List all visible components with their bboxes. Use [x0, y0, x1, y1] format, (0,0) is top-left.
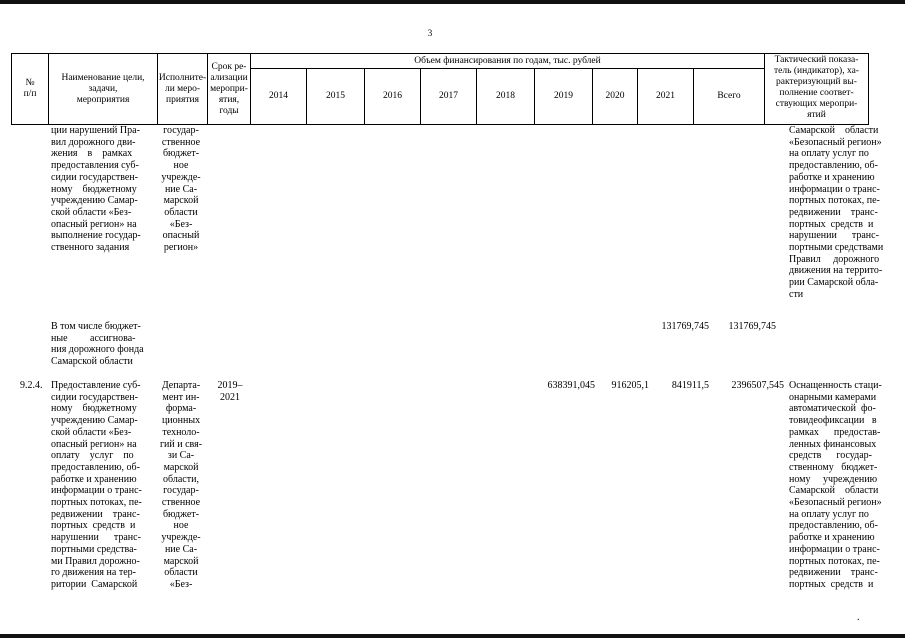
- road-fund-total-value: 131769,745: [728, 321, 776, 332]
- header-indicator: Тактический показа- тель (индикатор), ха- рактеризующий вы- полнение соответ- ствующих меропри- ятий: [765, 54, 869, 125]
- header-year-2021: 2021: [638, 69, 694, 125]
- header-num: № п/п: [12, 54, 49, 125]
- cont-indicator-cell: Самарской области «Безопасный регион» на оплату услуг по предоставлению, об- работке и хранению информации о транс- портных потоках, пе- редвижении транс- портных средств и нарушении транс- портными средствами Правил дорожного движения на террито- рии Самарской обла- сти: [789, 125, 884, 300]
- header-total: Всего: [694, 69, 765, 125]
- header-year-2017: 2017: [421, 69, 477, 125]
- header-year-2014: 2014: [251, 69, 307, 125]
- header-year-2016: 2016: [365, 69, 421, 125]
- row-924-term-cell: 2019– 2021: [217, 380, 243, 403]
- row-924-name-cell: Предоставление суб- сидии государствен- ному бюджетному учреждению Самар- ской области «Без- опасный регион» на оплату услуг по предоставлению, об- работке и хранению информации о транс- портных потоках, пе- редвижении транс- портных средств и нарушении транс- портными средства- ми Правил дорожно- го движения на тер- ритории Самарской: [51, 380, 142, 590]
- row-924-indicator-cell: Оснащенность стаци- онарными камерами автоматической фо- товидеофиксации в рамках предостав- ленных финансовых средств государ- ственному бюджет- ному учреждению Самарской области «Безопасный регион» на оплату услуг по предоставлению, об- работке и хранению информации о транс- портных потоках, пе- редвижении транс- портных средств и: [789, 380, 882, 590]
- row-924-2021-value: 841911,5: [671, 380, 709, 391]
- table-header: [11, 53, 869, 125]
- page-number: 3: [427, 28, 433, 38]
- header-year-2019: 2019: [535, 69, 593, 125]
- header-term: Срок ре- ализации меропри- ятия, годы: [208, 54, 251, 125]
- header-year-2018: 2018: [477, 69, 535, 125]
- bottom-border-rule: [0, 634, 905, 638]
- header-funding-title: Объем финансирования по годам, тыс. рублей: [251, 54, 765, 69]
- header-executor: Исполните- ли меро- приятия: [158, 54, 208, 125]
- cont-executor-cell: государ- ственное бюджет- ное учрежде- ние Са- марской области «Без- опасный регион»: [161, 125, 201, 254]
- header-name: Наименование цели, задачи, мероприятия: [49, 54, 158, 125]
- row-924-total-value: 2396507,545: [731, 380, 784, 391]
- header-year-2015: 2015: [307, 69, 365, 125]
- row-number: 9.2.4.: [20, 380, 43, 391]
- footer-mark: .: [857, 612, 860, 623]
- row-924-executor-cell: Департа- мент ин- форма- ционных техноло- гий и свя- зи Са- марской области, государ- ственное бюджет- ное учрежде- ние Са- марской области «Без-: [159, 380, 203, 590]
- cont-name-cell: ции нарушений Пра- вил дорожного дви- жения в рамках предоставления суб- сидии государствен- ному бюджетному учреждению Самар- ской области «Без- опасный регион» на выполнение государ- ственного задания: [51, 125, 141, 254]
- road-fund-2021-value: 131769,745: [661, 321, 709, 332]
- road-fund-name-cell: В том числе бюджет- ные ассигнова- ния дорожного фонда Самарской области: [51, 321, 144, 368]
- header-year-2020: 2020: [593, 69, 638, 125]
- row-924-2020-value: 916205,1: [611, 380, 649, 391]
- row-924-2019-value: 638391,045: [547, 380, 595, 391]
- top-border-rule: [0, 0, 905, 4]
